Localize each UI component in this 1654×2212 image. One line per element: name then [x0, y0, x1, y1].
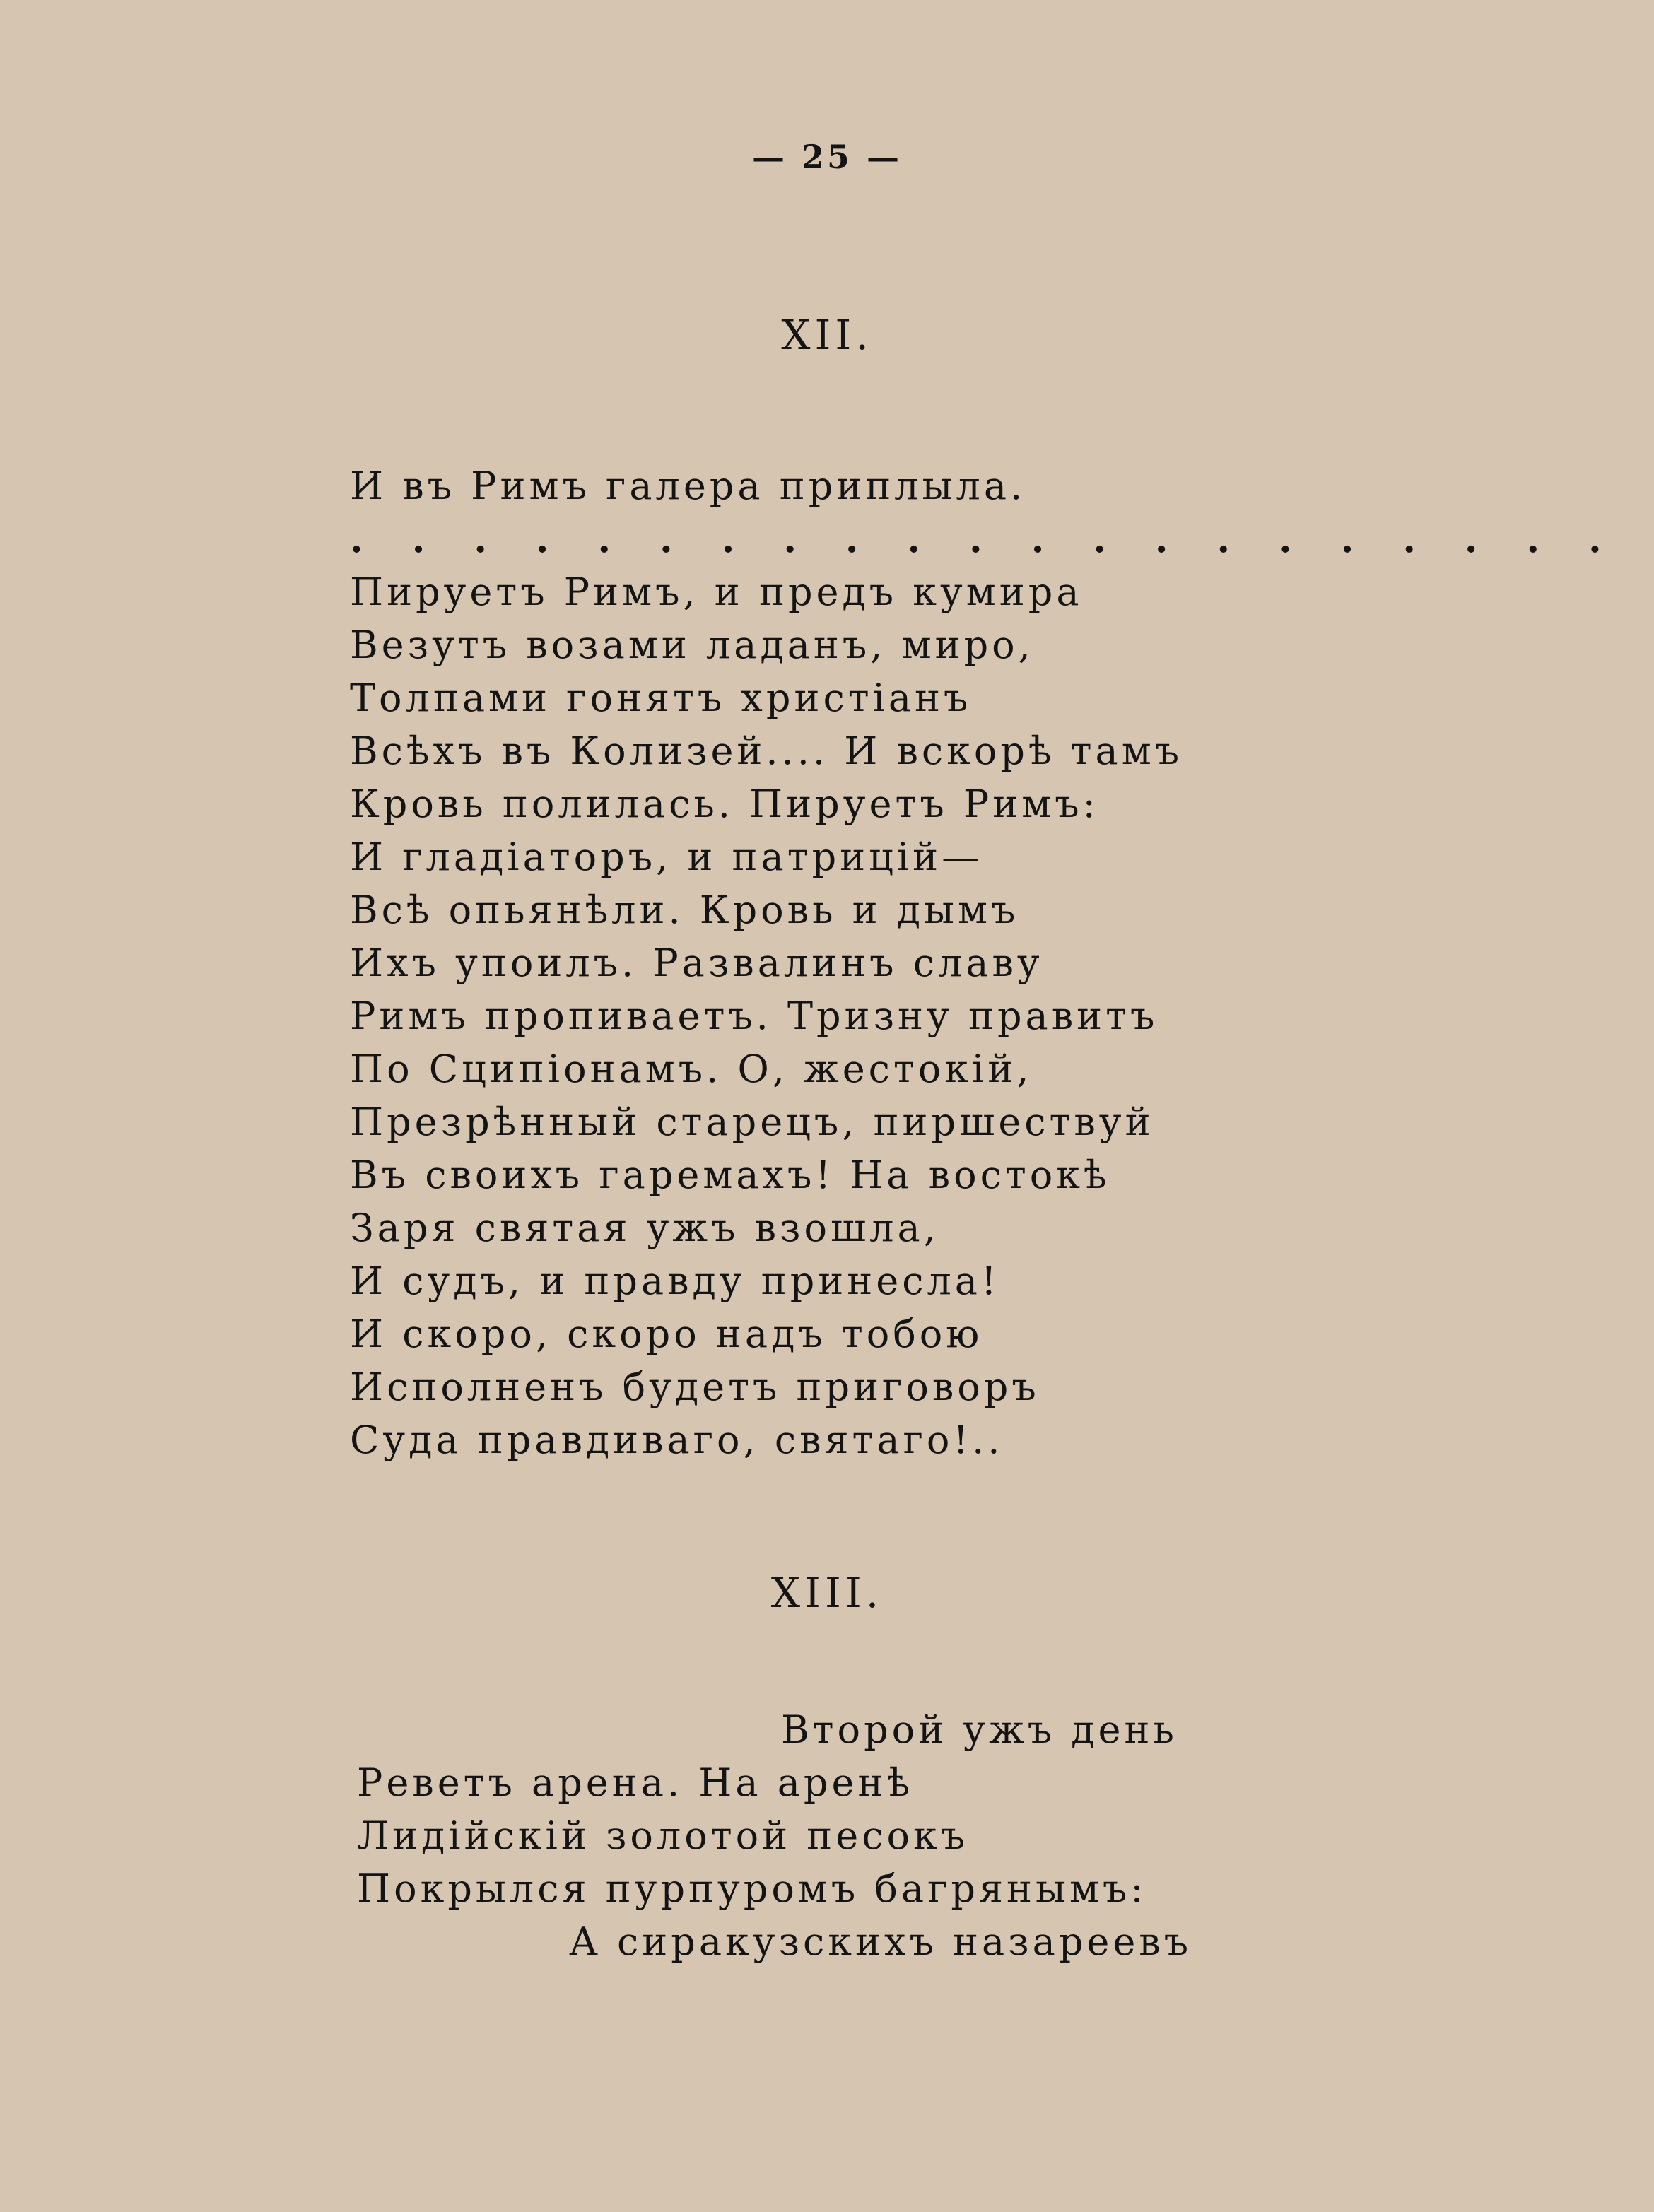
poem-line: Реветъ арена. На аренѣ [357, 1760, 914, 1805]
poem-line: И гладіаторъ, и патрицій— [350, 835, 984, 879]
poem-line: А сиракузскихъ назареевъ [569, 1919, 1192, 1964]
section-heading-xiii: XIII. [770, 1569, 884, 1617]
poem-line: Римъ пропиваетъ. Тризну правитъ [350, 994, 1159, 1038]
poem-line: Покрылся пурпуромъ багрянымъ: [357, 1866, 1147, 1911]
section-heading-xii: XII. [781, 311, 873, 359]
poem-stanza-xii [350, 459, 1619, 1466]
poem-line: И въ Римъ галера приплыла. [350, 464, 1026, 508]
poem-line: Исполненъ будетъ приговоръ [350, 1365, 1040, 1409]
poem-line: И судъ, и правду принесла! [350, 1259, 1000, 1303]
poem-line: Толпами гонятъ христіанъ [350, 676, 972, 720]
poem-line: Въ своихъ гаремахъ! На востокѣ [350, 1153, 1110, 1197]
poem-line: Ихъ упоилъ. Развалинъ славу [350, 941, 1043, 985]
poem-stanza-xiii [357, 1703, 1192, 1968]
poem-line: И скоро, скоро надъ тобою [350, 1312, 983, 1356]
poem-line: Всѣхъ въ Колизей.... И вскорѣ тамъ [350, 729, 1183, 773]
poem-line: Суда правдиваго, святаго!.. [350, 1418, 1004, 1462]
poem-line: Везутъ возами ладанъ, миро, [350, 623, 1034, 667]
poem-line: Лидійскій золотой песокъ [357, 1813, 969, 1858]
poem-line: По Сципіонамъ. О, жестокій, [350, 1047, 1033, 1091]
poem-line: Кровь полилась. Пируетъ Римъ: [350, 782, 1099, 826]
poem-line: Всѣ опьянѣли. Кровь и дымъ [350, 888, 1019, 932]
poem-line: Презрѣнный старецъ, пиршествуй [350, 1100, 1154, 1144]
ellipsis-dots: . . . . . . . . . . . . . . . . . . . . . [350, 516, 1619, 561]
page-number: — 25 — [751, 138, 903, 176]
poem-line: Второй ужъ день [781, 1707, 1178, 1752]
poem-line: Пируетъ Римъ, и предъ кумира [350, 570, 1083, 614]
poem-line: Заря святая ужъ взошла, [350, 1206, 939, 1250]
